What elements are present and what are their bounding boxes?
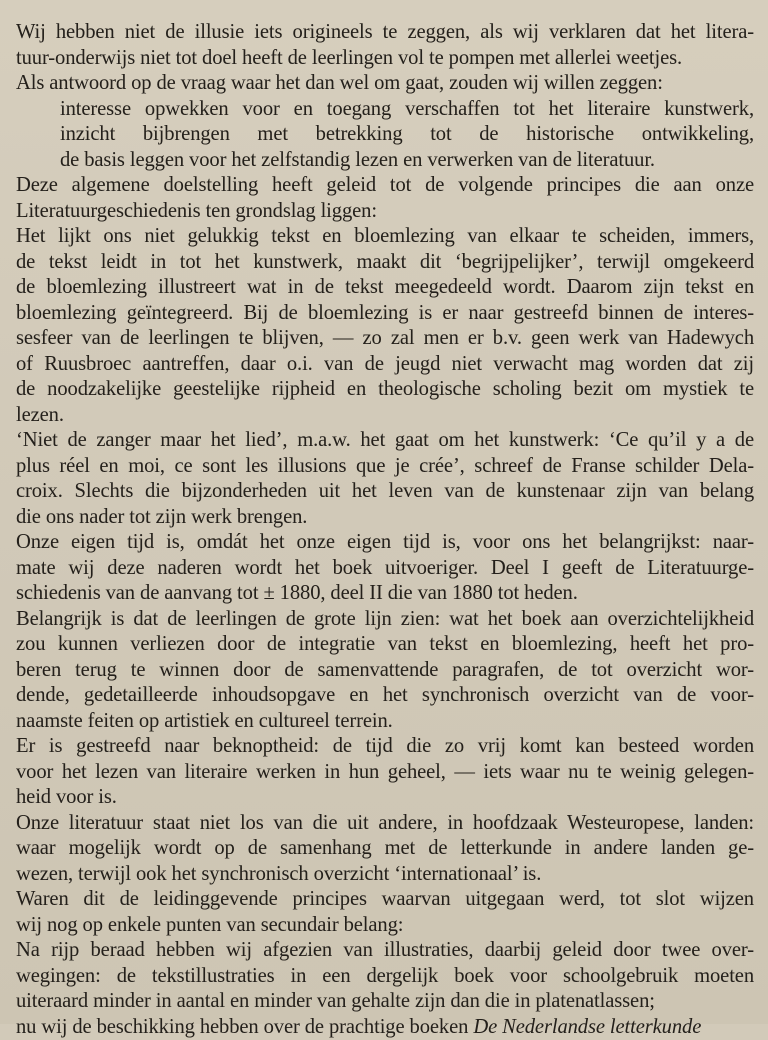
text-line: of Ruusbroec aantreffen, daar o.i. van de jeugd niet verwacht mag worden dat zij (16, 352, 754, 378)
text-line: wegingen: de tekstillustraties in een dergelijk boek voor schoolgebruik moeten (16, 964, 754, 990)
text-line: croix. Slechts die bijzonderheden uit het leven van de kunstenaar zijn van belang (16, 479, 754, 505)
paragraph (16, 97, 754, 174)
text-line: de tekst leidt in tot het kunstwerk, maakt dit ‘begrijpelijker’, terwijl omgekeerd (16, 250, 754, 276)
paragraph (16, 20, 754, 71)
text-line: naamste feiten op artistiek en cultureel terrein. (16, 709, 754, 735)
text-line: schiedenis van de aanvang tot ± 1880, deel II die van 1880 tot heden. (16, 581, 754, 607)
text-line: ‘Niet de zanger maar het lied’, m.a.w. het gaat om het kunstwerk: ‘Ce qu’il y a de (16, 428, 754, 454)
paragraph (16, 530, 754, 607)
paragraph (16, 734, 754, 811)
paragraph (16, 938, 754, 1015)
paragraph (16, 887, 754, 938)
paragraph (16, 224, 754, 428)
text-line: zou kunnen verliezen door de integratie van tekst en bloemlezing, heeft het pro- (16, 632, 754, 658)
text-line: voor het lezen van literaire werken in hun geheel, — iets waar nu te weinig gelegen- (16, 760, 754, 786)
text-line: Deze algemene doelstelling heeft geleid tot de volgende principes die aan onze (16, 173, 754, 199)
text-body (16, 20, 754, 1015)
text-line: Het lijkt ons niet gelukkig tekst en bloemlezing van elkaar te scheiden, immers, (16, 224, 754, 250)
final-line-text (16, 1015, 754, 1040)
text-line: sesfeer van de leerlingen te blijven, — zo zal men er b.v. geen werk van Hadewych (16, 326, 754, 352)
final-line (16, 1015, 754, 1040)
paragraph (16, 607, 754, 735)
text-line: Onze eigen tijd is, omdát het onze eigen tijd is, voor ons het belangrijkst: naar- (16, 530, 754, 556)
text-line: Als antwoord op de vraag waar het dan wel om gaat, zouden wij willen zeggen: (16, 71, 754, 97)
text-line: interesse opwekken voor en toegang verschaffen tot het literaire kunstwerk, (60, 97, 754, 123)
text-line: Onze literatuur staat niet los van die uit andere, in hoofdzaak Westeuropese, landen: (16, 811, 754, 837)
text-line: Na rijp beraad hebben wij afgezien van illustraties, daarbij geleid door twee over- (16, 938, 754, 964)
text-line: beren terug te winnen door de samenvattende paragrafen, de tot overzicht wor- (16, 658, 754, 684)
text-line: heid voor is. (16, 785, 754, 811)
text-line: dende, gedetailleerde inhoudsopgave en het synchronisch overzicht van de voor- (16, 683, 754, 709)
text-line: tuur-onderwijs niet tot doel heeft de leerlingen vol te pompen met allerlei weetjes. (16, 46, 754, 72)
text-line: inzicht bijbrengen met betrekking tot de historische ontwikkeling, (60, 122, 754, 148)
paragraph (16, 173, 754, 224)
text-line: de noodzakelijke geestelijke rijpheid en theologische scholing bezit om mystiek te (16, 377, 754, 403)
text-line: mate wij deze naderen wordt het boek uitvoeriger. Deel I geeft de Literatuurge- (16, 556, 754, 582)
text-line: die ons nader tot zijn werk brengen. (16, 505, 754, 531)
text-line: Er is gestreefd naar beknoptheid: de tijd die zo vrij komt kan besteed worden (16, 734, 754, 760)
paragraph (16, 428, 754, 530)
text-line: wezen, terwijl ook het synchronisch overzicht ‘internationaal’ is. (16, 862, 754, 888)
text-line: de bloemlezing illustreert wat in de tekst meegedeeld wordt. Daarom zijn tekst en (16, 275, 754, 301)
text-line: uiteraard minder in aantal en minder van gehalte zijn dan die in platenatlassen; (16, 989, 754, 1015)
text-line: waar mogelijk wordt op de samenhang met de letterkunde in andere landen ge- (16, 836, 754, 862)
text-line: wij nog op enkele punten van secundair belang: (16, 913, 754, 939)
paragraph (16, 71, 754, 97)
text-line: lezen. (16, 403, 754, 429)
text-line: Belangrijk is dat de leerlingen de grote lijn zien: wat het boek aan overzichtelijkheid (16, 607, 754, 633)
text-line: bloemlezing geïntegreerd. Bij de bloemlezing is er naar gestreefd binnen de interes- (16, 301, 754, 327)
text-line: de basis leggen voor het zelfstandig lezen en verwerken van de literatuur. (60, 148, 754, 174)
book-title: De Nederlandse letterkunde (473, 1016, 701, 1038)
text-line: Literatuurgeschiedenis ten grondslag liggen: (16, 199, 754, 225)
text-line: Waren dit de leidinggevende principes waarvan uitgegaan werd, tot slot wijzen (16, 887, 754, 913)
text-line: Wij hebben niet de illusie iets origineels te zeggen, als wij verklaren dat het litera- (16, 20, 754, 46)
final-line-plain: nu wij de beschikking hebben over de prachtige boeken (16, 1016, 473, 1038)
paragraph (16, 811, 754, 888)
text-line: plus réel en moi, ce sont les illusions que je crée’, schreef de Franse schilder Dela- (16, 454, 754, 480)
